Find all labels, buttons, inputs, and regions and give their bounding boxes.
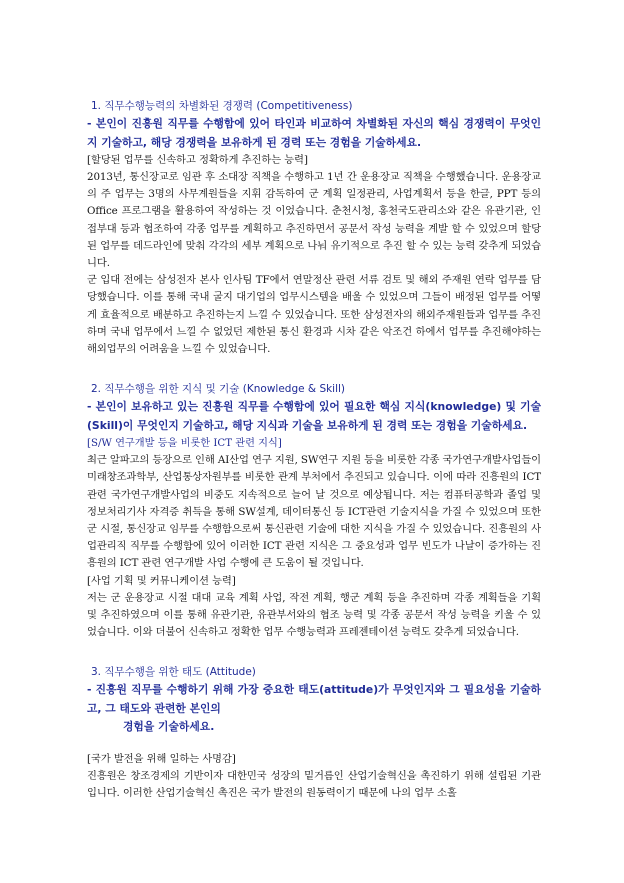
section-subheading-continued: 경험을 기술하세요.: [123, 720, 215, 734]
section-heading: 2. 직무수행을 위한 지식 및 기술 (Knowledge & Skill): [91, 383, 346, 396]
document-body: [87, 98, 541, 802]
paragraph: 진흥원은 창조경제의 기반이자 대한민국 성장의 밑거름인 산업기술혁신을 촉진하기 위해 설립된 기관입니다. 이러한 산업기술혁신 촉진은 국가 발전의 원동력이기 때문에 나의 업무 소홀: [87, 769, 541, 799]
paragraph: 최근 알파고의 등장으로 인해 AI산업 연구 지원, SW연구 지원 등을 비롯한 각종 국가연구개발사업들이 미래창조과학부, 산업통상자원부를 비롯한 관계 부처에서 추진되고 있습니다. 이에 따라 진흥원의 ICT 관련 국가연구개발사업의 비중도 지속적으로 늘어 날 것으로 예상됩니다. 저는 컴퓨터공학과 졸업 및 정보처리기사 자격증 취득을 통해 SW설계, 데이터통신 등 ICT관련 기술지식을 가질 수 있었으며 또한 군 시절, 통신장교 임무를 수행함으로써 통신관련 기술에 대한 지식을 가질 수 있었습니다. 진흥원의 사업관리직 직무를 수행함에 있어 이러한 ICT 관련 지식은 그 중요성과 업무 빈도가 나날이 증가하는 진흥원의 ICT 관련 연구개발 사업 수행에 큰 도움이 될 것입니다.: [87, 454, 542, 570]
section-attitude: [87, 664, 541, 802]
spacer: [87, 641, 541, 664]
topic-label: [할당된 업무를 신속하고 정확하게 추진하는 능력]: [87, 155, 308, 166]
section-heading: 1. 직무수행능력의 차별화된 경쟁력 (Competitiveness): [91, 100, 353, 112]
section-knowledge-skill: [87, 381, 541, 641]
section-subheading: - 본인이 진흥원 직무를 수행함에 있어 타인과 비교하여 차별화된 자신의 핵심 경쟁력이 무엇인지 기술하고, 해당 경쟁력을 보유하게 된 경력 또는 경험을 기술하세요.: [87, 117, 541, 149]
paragraph: 저는 군 운용장교 시절 대대 교육 계획 사업, 작전 계획, 행군 계획 등을 추진하며 각종 계획들을 기획 및 추진하였으며 이를 통해 유관기관, 유관부서와의 협조 능력 및 각종 공문서 작성 능력을 키울 수 있었습니다. 이와 더불어 신속하고 정확한 업무 수행능력과 프레젠테이션 능력도 갖추게 되었습니다.: [87, 591, 541, 639]
spacer: [87, 358, 541, 381]
paragraph: 군 입대 전에는 삼성전자 본사 인사팀 TF에서 연말정산 관련 서류 검토 및 해외 주재원 연락 업무를 담당했습니다. 이를 통해 국내 굴지 대기업의 업무시스템을 배울 수 있었으며 그들이 배정된 업무를 어떻게 효율적으로 배분하고 추진하는지 느낄 수 있었습니다. 또한 삼성전자의 해외주재원들과 업무를 추진하며 국내 업무에서 느낄 수 없었던 제한된 통신 환경과 시차 같은 악조건 하에서 업무를 추진해야하는 해외업무의 어려움을 느낄 수 있었습니다.: [87, 274, 541, 356]
topic-label: [국가 발전을 위해 일하는 사명감]: [87, 753, 236, 765]
paragraph: 2013년, 통신장교로 임관 후 소대장 직책을 수행하고 1년 간 운용장교 직책을 수행했습니다. 운용장교의 주 업무는 3명의 사무계원들을 지휘 감독하여 군 계획 일정관리, 사업계획서 등을 한글, PPT 등의 Office 프로그램을 활용하여 작성하는 것 이었습니다. 춘천시청, 홍천국도관리소와 같은 유관기관, 인접부대 등과 협조하여 각종 업무를 계획하고 추진하면서 공문서 작성 능력을 계발 할 수 있었으며 할당 된 업무를 데드라인에 맞춰 각각의 세부 계획으로 나눠 유기적으로 추진 할 수 있는 능력 갖추게 되었습니다.: [87, 171, 541, 270]
topic-label: [S/W 연구개발 등을 비롯한 ICT 관련 지식]: [87, 438, 282, 450]
section-heading: 3. 직무수행을 위한 태도 (Attitude): [91, 666, 256, 679]
topic-label: [사업 기획 및 커뮤니케이션 능력]: [87, 575, 236, 587]
section-subheading: - 본인이 보유하고 있는 진흥원 직무를 수행함에 있어 필요한 핵심 지식(knowledge) 및 기술(Skill)이 무엇인지 기술하고, 해당 지식과 기술을 보유하게 된 경력 또는 경험을 기술하세요.: [87, 400, 541, 432]
spacer: [87, 737, 541, 751]
section-competitiveness: [87, 98, 541, 358]
section-subheading: - 진흥원 직무를 수행하기 위해 가장 중요한 태도(attitude)가 무엇인지와 그 필요성을 기술하고, 그 태도와 관련한 본인의: [87, 683, 541, 715]
